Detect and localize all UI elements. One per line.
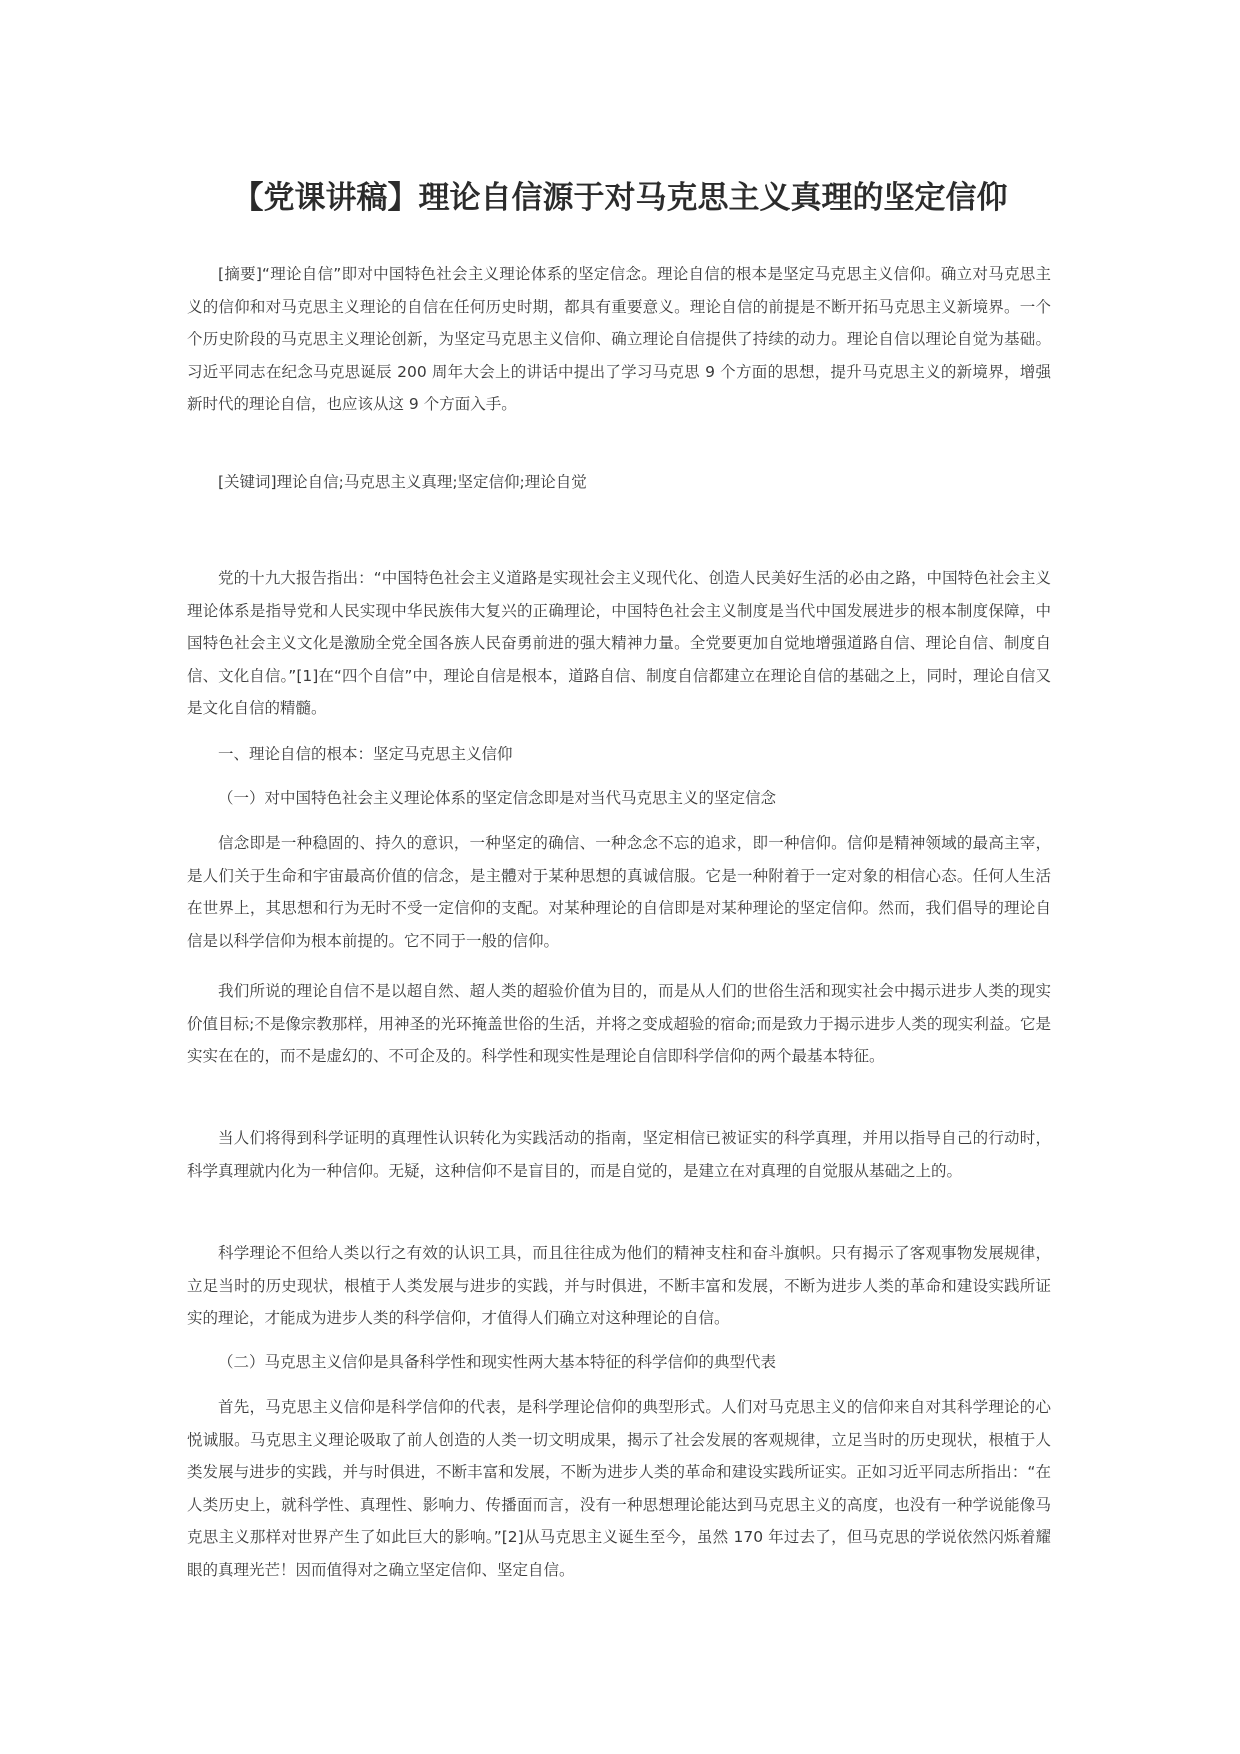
subsection-heading: （二）马克思主义信仰是具备科学性和现实性两大基本特征的科学信仰的典型代表 [218, 1353, 777, 1371]
sub1-heading-block [187, 782, 1051, 815]
body-paragraph: 科学理论不但给人类以行之有效的认识工具，而且往往成为他们的精神支柱和奋斗旗帜。只有揭示了客观事物发展规律，立足当时的历史现状，根植于人类发展与进步的实践，并与时俱进，不断丰富和发展，不断为进步人类的革命和建设实践所证实的理论，才能成为进步人类的科学信仰，才值得人们确立对这种理论的自信。 [187, 1244, 1051, 1327]
intro-paragraph: 党的十九大报告指出：“中国特色社会主义道路是实现社会主义现代化、创造人民美好生活的必由之路，中国特色社会主义理论体系是指导党和人民实现中华民族伟大复兴的正确理论，中国特色社会主义制度是当代中国发展进步的根本制度保障，中国特色社会主义文化是激励全党全国各族人民奋勇前进的强大精神力量。全党要更加自觉地增强道路自信、理论自信、制度自信、文化自信。”[1]在“四个自信”中，理论自信是根本，道路自信、制度自信都建立在理论自信的基础之上，同时，理论自信又是文化自信的精髓。 [187, 569, 1051, 717]
abstract-paragraph: [摘要]“理论自信”即对中国特色社会主义理论体系的坚定信念。理论自信的根本是坚定马克思主义信仰。确立对马克思主义的信仰和对马克思主义理论的自信在任何历史时期，都具有重要意义。理论自信的前提是不断开拓马克思主义新境界。一个个历史阶段的马克思主义理论创新，为坚定马克思主义信仰、确立理论自信提供了持续的动力。理论自信以理论自觉为基础。习近平同志在纪念马克思诞辰 200 周年大会上的讲话中提出了学习马克思 9 个方面的思想，提升马克思主义的新境界，增强新时代的理论自信，也应该从这 9 个方面入手。 [187, 265, 1051, 413]
keywords-paragraph: [关键词]理论自信;马克思主义真理;坚定信仰;理论自觉 [218, 473, 587, 491]
p1-block [187, 827, 1051, 957]
section-heading: 一、理论自信的根本：坚定马克思主义信仰 [218, 745, 513, 763]
sub2-heading-block [187, 1346, 1051, 1379]
section1-heading-block [187, 738, 1051, 771]
body-paragraph: 首先，马克思主义信仰是科学信仰的代表，是科学理论信仰的典型形式。人们对马克思主义的信仰来自对其科学理论的心悦诚服。马克思主义理论吸取了前人创造的人类一切文明成果，揭示了社会发展的客观规律，立足当时的历史现状，根植于人类发展与进步的实践，并与时俱进，不断丰富和发展，不断为进步人类的革命和建设实践所证实。正如习近平同志所指出：“在人类历史上，就科学性、真理性、影响力、传播面而言，没有一种思想理论能达到马克思主义的高度，也没有一种学说能像马克思主义那样对世界产生了如此巨大的影响。”[2]从马克思主义诞生至今，虽然 170 年过去了，但马克思的学说依然闪烁着耀眼的真理光芒！因而值得对之确立坚定信仰、坚定自信。 [187, 1398, 1051, 1579]
p3-block [187, 1122, 1051, 1187]
p2-block [187, 975, 1051, 1073]
body-paragraph: 我们所说的理论自信不是以超自然、超人类的超验价值为目的，而是从人们的世俗生活和现实社会中揭示进步人类的现实价值目标;不是像宗教那样，用神圣的光环掩盖世俗的生活，并将之变成超验的宿命;而是致力于揭示进步人类的现实利益。它是实实在在的，而不是虚幻的、不可企及的。科学性和现实性是理论自信即科学信仰的两个最基本特征。 [187, 982, 1051, 1065]
subsection-heading: （一）对中国特色社会主义理论体系的坚定信念即是对当代马克思主义的坚定信念 [218, 789, 777, 807]
abstract-block [187, 258, 1051, 421]
document-title: 【党课讲稿】理论自信源于对马克思主义真理的坚定信仰 [232, 180, 1008, 216]
p5-block [187, 1391, 1051, 1586]
keywords-block [187, 466, 1051, 499]
body-paragraph: 信念即是一种稳固的、持久的意识，一种坚定的确信、一种念念不忘的追求，即一种信仰。信仰是精神领域的最高主宰，是人们关于生命和宇宙最高价值的信念，是主體对于某种思想的真诚信服。它是一种附着于一定对象的相信心态。任何人生活在世界上，其思想和行为无时不受一定信仰的支配。对某种理论的自信即是对某种理论的坚定信仰。然而，我们倡导的理论自信是以科学信仰为根本前提的。它不同于一般的信仰。 [187, 834, 1051, 950]
body-paragraph: 当人们将得到科学证明的真理性认识转化为实践活动的指南，坚定相信已被证实的科学真理，并用以指导自己的行动时，科学真理就内化为一种信仰。无疑，这种信仰不是盲目的，而是自觉的，是建立在对真理的自觉服从基础之上的。 [187, 1129, 1051, 1180]
p4-block [187, 1237, 1051, 1335]
intro-block [187, 562, 1051, 725]
